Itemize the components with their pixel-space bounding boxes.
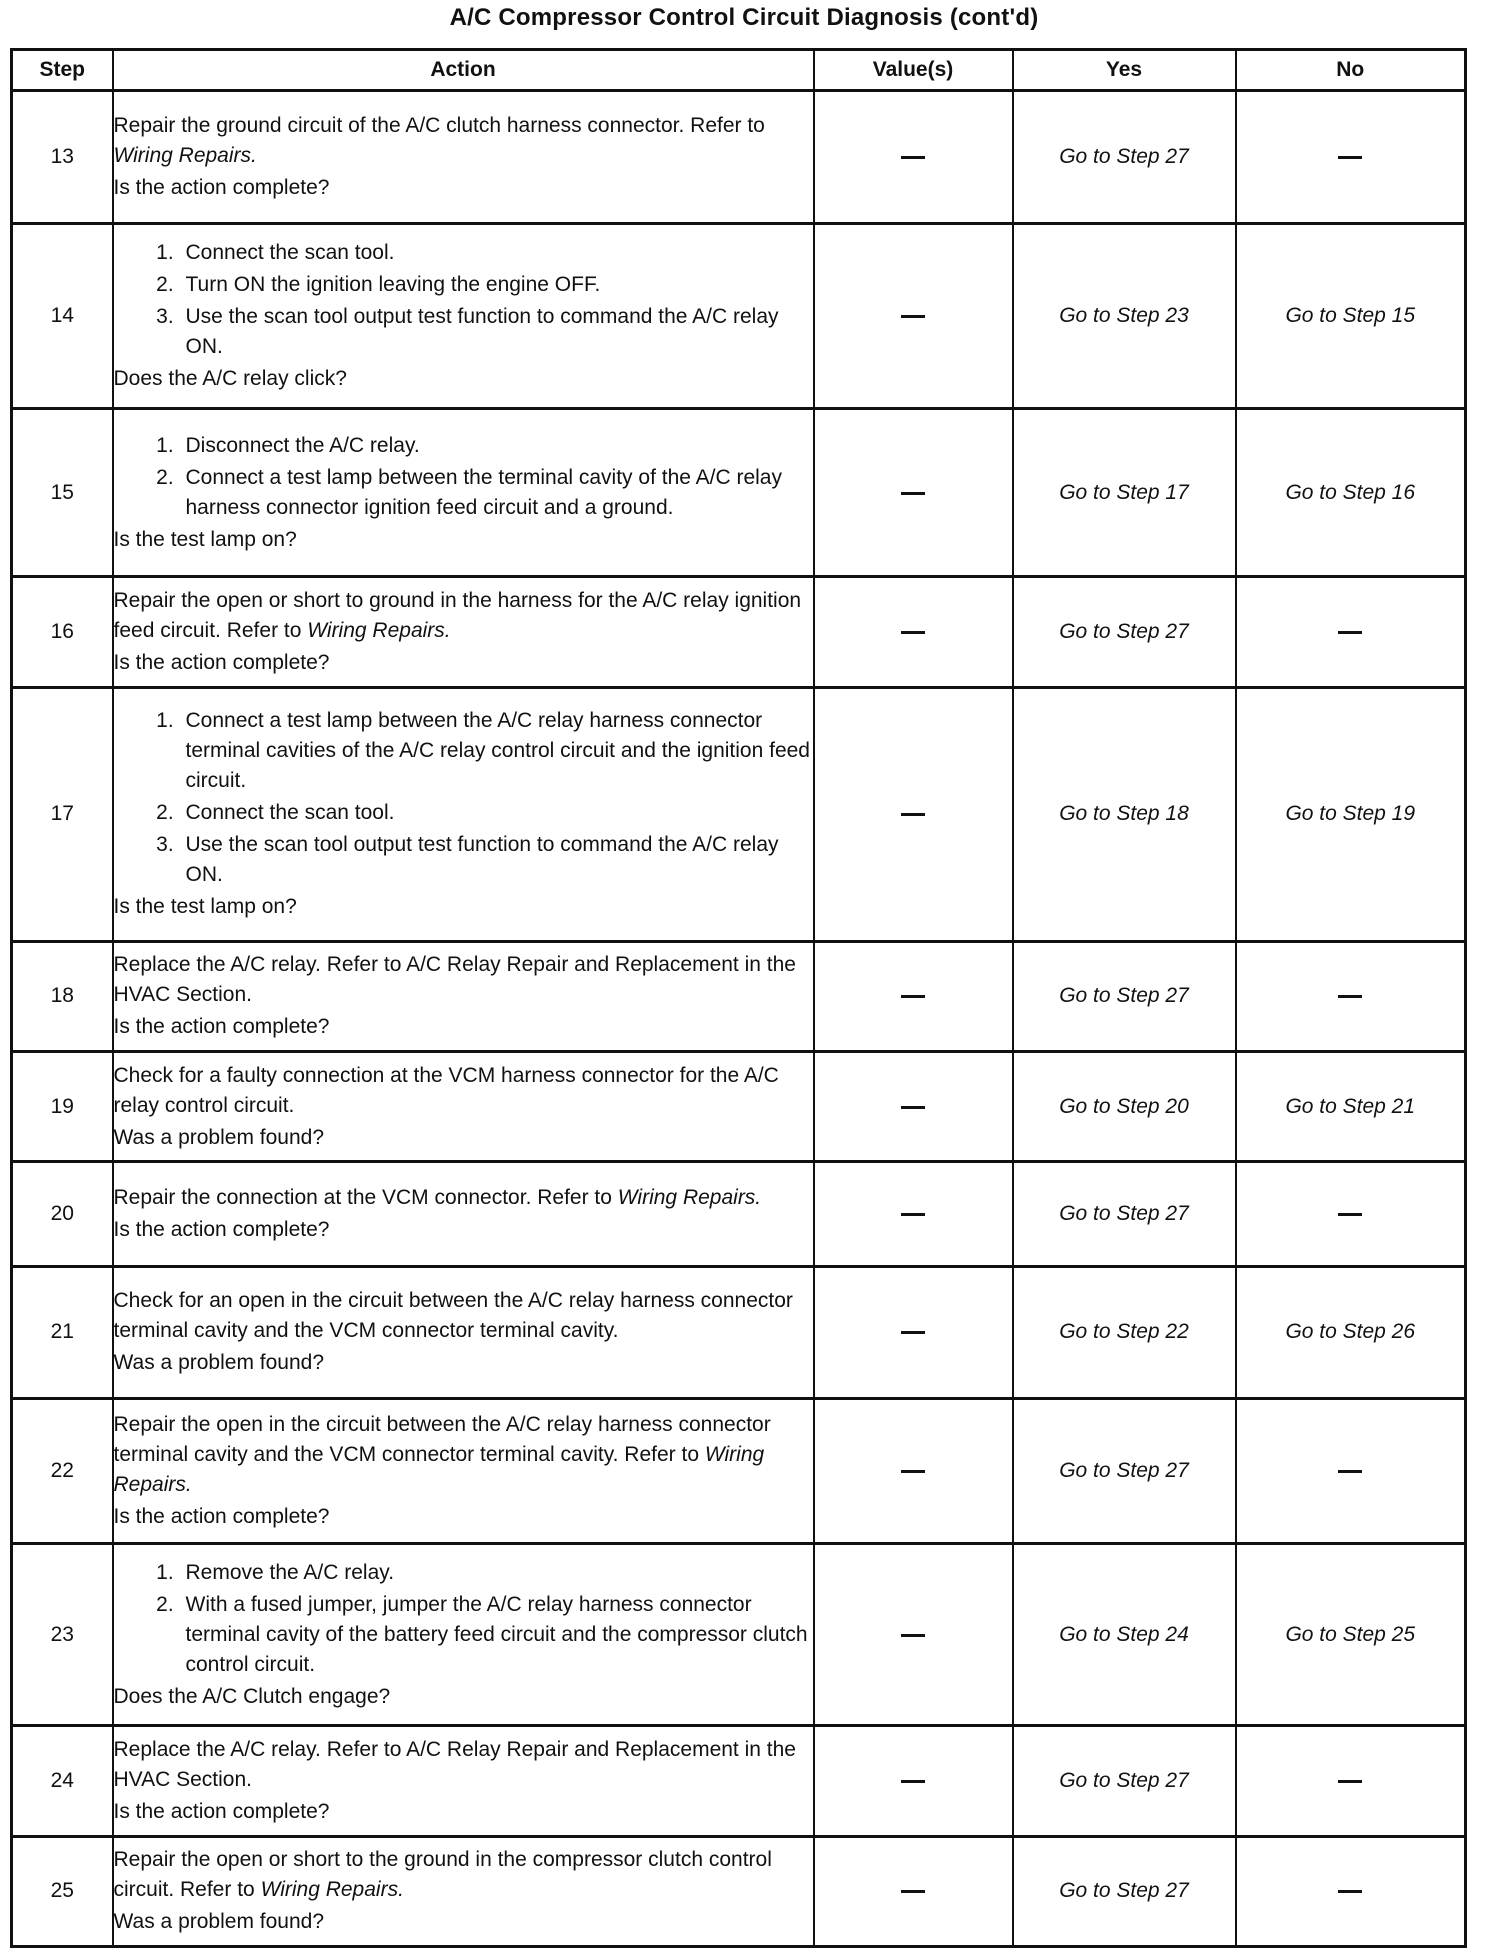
table-row [12, 409, 1466, 577]
no-cell [1236, 1726, 1466, 1836]
value-cell [814, 687, 1013, 941]
action-steps-list [114, 706, 813, 890]
yes-cell: Go to Step 24 [1013, 1544, 1236, 1726]
action-text: Check for an open in the circuit between the A/C relay harness connector terminal cavity and the VCM connector terminal cavity. [113, 1289, 793, 1343]
dash-mark [901, 1331, 925, 1334]
question-text: Does the A/C Clutch engage? [113, 1684, 391, 1708]
no-cell: Go to Step 26 [1236, 1266, 1466, 1398]
no-cell [1236, 1399, 1466, 1544]
action-step: 3. Use the scan tool output test function to command the A/C relay ON. [180, 302, 813, 362]
no-cell [1236, 941, 1466, 1051]
yes-cell: Go to Step 27 [1013, 941, 1236, 1051]
step-number: 13 [12, 91, 113, 224]
step-number: 14 [12, 224, 113, 409]
no-cell: Go to Step 15 [1236, 224, 1466, 409]
value-cell [814, 1726, 1013, 1836]
table-row [12, 687, 1466, 941]
table-row [12, 1726, 1466, 1836]
yes-cell: Go to Step 20 [1013, 1052, 1236, 1162]
yes-cell: Go to Step 23 [1013, 224, 1236, 409]
action-reference: Wiring Repairs. [113, 144, 257, 168]
dash-mark [1338, 1470, 1362, 1473]
action-text: Repair the ground circuit of the A/C clutch harness connector. Refer to [113, 114, 765, 138]
step-number: 16 [12, 577, 113, 687]
table-row [12, 941, 1466, 1051]
header-no: No [1236, 50, 1466, 91]
dash-mark [901, 1106, 925, 1109]
question-text: Is the action complete? [113, 1015, 330, 1039]
dash-mark [1338, 631, 1362, 634]
no-cell: Go to Step 16 [1236, 409, 1466, 577]
action-step: 2. With a fused jumper, jumper the A/C relay harness connector terminal cavity of the battery feed circuit and the compressor clutch control circuit. [180, 1590, 813, 1680]
step-number: 19 [12, 1052, 113, 1162]
value-cell [814, 1162, 1013, 1266]
header-values: Value(s) [814, 50, 1013, 91]
no-cell: Go to Step 25 [1236, 1544, 1466, 1726]
action-cell [113, 1052, 814, 1162]
value-cell [814, 1544, 1013, 1726]
yes-cell: Go to Step 27 [1013, 1726, 1236, 1836]
action-text: Replace the A/C relay. Refer to A/C Relay Repair and Replacement in the HVAC Section. [113, 1737, 796, 1791]
value-cell [814, 1836, 1013, 1946]
no-cell [1236, 1162, 1466, 1266]
value-cell [814, 224, 1013, 409]
no-cell [1236, 577, 1466, 687]
dash-mark [1338, 156, 1362, 159]
action-step: 1. Connect a test lamp between the A/C relay harness connector terminal cavities of the A/C relay control circuit and the ignition feed circuit. [180, 706, 813, 796]
dash-mark [901, 1780, 925, 1783]
table-header-row [12, 50, 1466, 91]
action-cell [113, 1836, 814, 1946]
page-title: A/C Compressor Control Circuit Diagnosis (cont'd) [449, 4, 1039, 31]
question-text: Is the action complete? [113, 1799, 330, 1823]
question-text: Was a problem found? [113, 1125, 325, 1149]
yes-cell: Go to Step 27 [1013, 1162, 1236, 1266]
step-number: 21 [12, 1266, 113, 1398]
action-cell [113, 1162, 814, 1266]
question-text: Is the action complete? [113, 650, 330, 674]
action-step: 2. Connect the scan tool. [180, 798, 813, 828]
step-number: 23 [12, 1544, 113, 1726]
dash-mark [1338, 1780, 1362, 1783]
action-cell [113, 91, 814, 224]
action-step: 1. Remove the A/C relay. [180, 1558, 813, 1588]
header-action: Action [113, 50, 814, 91]
dash-mark [901, 1890, 925, 1893]
value-cell [814, 1399, 1013, 1544]
question-text: Is the action complete? [113, 1505, 330, 1529]
yes-cell: Go to Step 27 [1013, 1399, 1236, 1544]
table-row [12, 1162, 1466, 1266]
action-step: 1. Connect the scan tool. [180, 238, 813, 268]
value-cell [814, 941, 1013, 1051]
action-reference: Wiring Repairs. [307, 618, 451, 642]
header-step: Step [12, 50, 113, 91]
action-cell [113, 941, 814, 1051]
question-text: Is the test lamp on? [113, 527, 297, 551]
no-cell [1236, 1836, 1466, 1946]
value-cell [814, 1266, 1013, 1398]
table-row [12, 91, 1466, 224]
step-number: 15 [12, 409, 113, 577]
action-steps-list [114, 431, 813, 523]
action-cell [113, 577, 814, 687]
question-text: Is the action complete? [113, 176, 330, 200]
yes-cell: Go to Step 27 [1013, 1836, 1236, 1946]
table-row [12, 224, 1466, 409]
question-text: Is the test lamp on? [113, 895, 297, 919]
table-row [12, 1266, 1466, 1398]
action-text: Repair the connection at the VCM connector. Refer to [113, 1186, 612, 1210]
step-number: 20 [12, 1162, 113, 1266]
value-cell [814, 577, 1013, 687]
table-row [12, 577, 1466, 687]
dash-mark [901, 1634, 925, 1637]
table-row [12, 1399, 1466, 1544]
table-row [12, 1544, 1466, 1726]
step-number: 18 [12, 941, 113, 1051]
action-text: Replace the A/C relay. Refer to A/C Relay Repair and Replacement in the HVAC Section. [113, 953, 796, 1007]
yes-cell: Go to Step 18 [1013, 687, 1236, 941]
dash-mark [901, 492, 925, 495]
question-text: Was a problem found? [113, 1351, 325, 1375]
yes-cell: Go to Step 27 [1013, 577, 1236, 687]
action-steps-list [114, 238, 813, 362]
action-cell [113, 224, 814, 409]
question-text: Does the A/C relay click? [113, 367, 347, 391]
action-text: Repair the open in the circuit between the A/C relay harness connector terminal cavity and the VCM connector terminal cavity. Refer to [113, 1413, 771, 1467]
step-number: 25 [12, 1836, 113, 1946]
action-step: 2. Turn ON the ignition leaving the engine OFF. [180, 270, 813, 300]
dash-mark [901, 995, 925, 998]
action-cell [113, 1399, 814, 1544]
no-cell: Go to Step 21 [1236, 1052, 1466, 1162]
no-cell [1236, 91, 1466, 224]
action-reference: Wiring Repairs. [260, 1878, 404, 1902]
dash-mark [901, 631, 925, 634]
action-cell [113, 409, 814, 577]
action-step: 3. Use the scan tool output test function to command the A/C relay ON. [180, 830, 813, 890]
yes-cell: Go to Step 27 [1013, 91, 1236, 224]
dash-mark [1338, 995, 1362, 998]
dash-mark [901, 315, 925, 318]
header-yes: Yes [1013, 50, 1236, 91]
dash-mark [901, 813, 925, 816]
value-cell [814, 1052, 1013, 1162]
dash-mark [1338, 1213, 1362, 1216]
action-cell [113, 1544, 814, 1726]
value-cell [814, 409, 1013, 577]
question-text: Was a problem found? [113, 1910, 325, 1934]
action-reference: Wiring Repairs. [113, 1443, 765, 1497]
step-number: 17 [12, 687, 113, 941]
action-steps-list [114, 1558, 813, 1680]
step-number: 24 [12, 1726, 113, 1836]
action-step: 2. Connect a test lamp between the terminal cavity of the A/C relay harness connector ignition feed circuit and a ground. [180, 463, 813, 523]
dash-mark [1338, 1890, 1362, 1893]
action-reference: Wiring Repairs. [617, 1186, 762, 1210]
dash-mark [901, 1213, 925, 1216]
action-cell [113, 1266, 814, 1398]
table-row [12, 1052, 1466, 1162]
action-cell [113, 1726, 814, 1836]
yes-cell: Go to Step 17 [1013, 409, 1236, 577]
yes-cell: Go to Step 22 [1013, 1266, 1236, 1398]
dash-mark [901, 156, 925, 159]
question-text: Is the action complete? [113, 1218, 330, 1242]
dash-mark [901, 1470, 925, 1473]
action-cell [113, 687, 814, 941]
action-step: 1. Disconnect the A/C relay. [180, 431, 813, 461]
action-text: Repair the open or short to the ground in the compressor clutch control circuit. Refer to [113, 1848, 772, 1902]
action-text: Check for a faulty connection at the VCM harness connector for the A/C relay control circuit. [113, 1063, 779, 1117]
no-cell: Go to Step 19 [1236, 687, 1466, 941]
value-cell [814, 91, 1013, 224]
diagnosis-table [10, 48, 1467, 1948]
action-text: Repair the open or short to ground in the harness for the A/C relay ignition feed circuit. Refer to [113, 588, 802, 642]
table-row [12, 1836, 1466, 1946]
step-number: 22 [12, 1399, 113, 1544]
